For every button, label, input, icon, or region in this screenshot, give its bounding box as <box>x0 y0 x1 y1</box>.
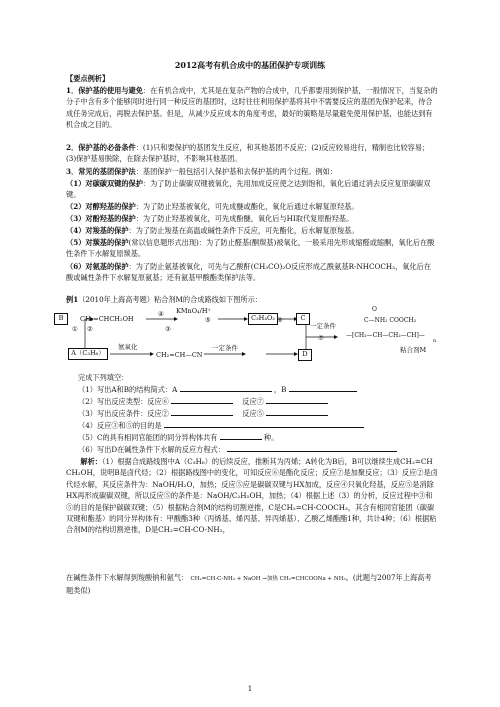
item-6 <box>66 261 438 284</box>
paragraph-2 <box>66 142 438 166</box>
allyl-alcohol-label: CH₂=CHCH₂OH <box>80 315 134 323</box>
question-intro: 完成下列填空： <box>78 373 129 382</box>
polymer-carbonyl-o: O <box>372 306 377 313</box>
answer-blank-a <box>180 391 272 392</box>
question-3 <box>66 408 438 419</box>
question-6-text: （6）写出D在碱性条件下水解的反应方程式： <box>78 445 225 454</box>
compound-a-box: A（C₃H₆） <box>68 348 108 360</box>
adhesive-m-label: 粘合剂M <box>400 346 427 354</box>
step-6-label: ⑥ <box>277 316 283 324</box>
compound-b-box: B <box>54 313 68 325</box>
step-1-label: ① <box>72 325 78 333</box>
item-3-body: ：为了防止羟基被氧化，可先成酚醚，氧化后与HI取代复原酚羟基。 <box>135 214 354 223</box>
item-6-body: ：为了防止氨基被氧化，可先与乙酸酐(CH₃CO)₂O反应形成乙酰氨基R-NHCOCH₃，氧化后在酸或碱性条件下水解复原氨基；还有氨基甲酸酯类保护法等。 <box>66 262 432 283</box>
acrylonitrile-label: CH₂=CH—CN <box>156 351 203 359</box>
answer-blank-b <box>289 391 357 392</box>
p3-body: ：基团保护一般包括引入保护基和去保护基的两个过程。例如： <box>135 167 337 176</box>
question-5-tail: 种。 <box>264 433 279 442</box>
item-5-head: （5）对羰基的保护 <box>66 238 129 247</box>
condition-1-label: 一定条件 <box>212 344 238 352</box>
kmno4-reagent-label: KMnO₄/H⁺ <box>176 307 211 315</box>
page-title: 2012高考有机合成中的基团保护专项训练 <box>174 60 326 70</box>
p2-head: 2．保护基的必备条件 <box>66 143 136 152</box>
hydrolysis-equation: CH₂=CH-C-NH₂ + NaOH →加热 CH₂=CHCOONa + NH₃ <box>190 576 346 582</box>
analysis-source: 。(此题与2007年上海高考题类似) <box>66 573 432 596</box>
paragraph-3 <box>66 166 438 177</box>
p2-body: ：(1)只和要保护的基团发生反应，和其他基团不反应；(2)反应较易进行，精制也比较容易；(3)保护基易脱除，在除去保护基时，不影响其他基团。 <box>66 143 430 164</box>
answer-blank-5 <box>266 415 328 416</box>
compound-c-box: C <box>296 313 310 325</box>
question-3-b: 反应⑤ <box>242 409 264 418</box>
answer-blank-6 <box>171 403 233 404</box>
section-head-text: 【要点例析】 <box>66 74 110 83</box>
p3-head: 3．常见的基团保护法 <box>66 167 136 176</box>
question-2 <box>66 396 438 407</box>
item-4-head: （4）对羧基的保护 <box>66 226 129 235</box>
step-2-label: ② <box>87 325 93 333</box>
p1-body: ：在有机合成中，尤其是在复杂产物的合成中，几乎都要用到保护基，一般情况下，当复杂的分子中含有多个能够同时进行同一种反应的基团时，这时往往利用保护基将其中不需要反应的基团先保护起来，待合成任务完成后，再脱去保护基。但是，从减少反应成本的角度考虑，最好的策略是尽量避免使用保护基，也能达到有机合成之目的。 <box>66 86 438 130</box>
question-6 <box>66 444 438 455</box>
item-4-body: ：为了防止羧基在高温或碱性条件下反应，可先酯化，后水解复原羧基。 <box>128 226 359 235</box>
question-3-text: （3）写出反应条件：反应② <box>78 409 169 418</box>
item-2 <box>66 201 438 212</box>
item-2-body: ：为了防止羟基被氧化，可先成醚或酯化，氧化后通过水解复原羟基。 <box>135 202 359 211</box>
condition-2-label: 一定条件 <box>310 322 336 330</box>
question-5-text: （5）C的具有相同官能团的同分异构体共有 <box>78 433 218 442</box>
c3h4o2-box: C₃H₄O₂ <box>248 313 278 325</box>
analysis-paragraph <box>66 456 438 566</box>
question-2-text: （2）写出反应类型：反应⑥ <box>78 397 169 406</box>
polymer-subscript-n: n <box>433 338 437 344</box>
analysis-body: （1）根据合成路线图中A（C₃H₆）的后续反应，推断其为丙烯；A转化为B后，B可以继续生成CH₂=CHCH₂OH，说明B是卤代烃；（2）根据路线图中的变化，可知反应⑥是酯化反应；反应⑦是加聚反应；（3）反应②是卤代烃水解，其反应条件为：NaOH/H₂O，加热；反应⑤应是碳碳双键与HX加成，反应④只氧化羟基，反应⑤是消除HX再形成碳碳双键，所以反应⑤的条件是：NaOH/C₂H₅OH，加热；（4）根据上述（3）的分析，反应过程中③和⑤的目的是保护碳碳双键；（5）根据粘合剂M的结构切割逆推，C是CH₂=CH-COOCH₃，其含有相同官能团（碳碳双键和酯基）的同分异构体有：甲酸酯3种（丙烯基、烯丙基、异丙烯基）、乙酸乙烯酯酯1种，共计4种；（6）根据粘合剂M的结构切割逆推，D是CH₂=CH-CO-NH₂， <box>66 457 438 535</box>
step-7-label: ⑦ <box>318 334 324 342</box>
item-6-head: （6）对氨基的保护 <box>66 262 129 271</box>
analysis-conclusion <box>66 572 438 598</box>
item-1-body: ：为了防止碳碳双键被氧化，先用加成反应使之达到饱和，氧化后通过消去反应复原碳碳双键。 <box>66 179 431 200</box>
question-2-b: 反应⑦ <box>242 397 264 406</box>
answer-blank-equation <box>227 451 397 452</box>
step-3-label: ③ <box>165 325 171 333</box>
section-heading <box>66 73 438 84</box>
polymer-substituents: C—NH₂ COOCH₃ <box>364 317 417 324</box>
example-head: 例1 <box>66 295 79 304</box>
ammoxidation-label: 氨氧化 <box>118 343 138 351</box>
answer-blank-isomers <box>220 439 262 440</box>
analysis-head: 解析： <box>80 457 102 466</box>
question-4 <box>66 420 438 431</box>
item-3-head: （3）对酚羟基的保护 <box>66 214 136 223</box>
item-3 <box>66 213 438 224</box>
answer-blank-2 <box>171 415 233 416</box>
item-5-body: (常以信息题形式出现)：为了防止醛基(酮羰基)被氧化，一般采用先形成缩醛或缩酮，氧化后在酸性条件下水解复原羰基。 <box>66 238 435 259</box>
example-body: （2010年上海高考题）粘合剂M的合成路线如下图所示： <box>78 295 262 304</box>
question-1-b: ，B <box>273 385 287 394</box>
example-heading <box>66 294 438 305</box>
question-1-text: （1）写出A和B的结构简式：A <box>78 385 178 394</box>
answer-blank-purpose <box>164 427 364 428</box>
item-1-head: （1）对碳碳双键的保护 <box>66 179 143 188</box>
question-5 <box>66 432 438 443</box>
analysis-end: 在碱性条件下水解得到羧酸钠和氨气： <box>66 573 189 582</box>
step-4-label: ④ <box>158 310 164 318</box>
step-5-label: ⑤ <box>205 316 211 324</box>
p1-head: 1．保护基的使用与避免 <box>66 86 143 95</box>
item-5 <box>66 237 438 260</box>
answer-blank-7 <box>266 403 328 404</box>
item-1 <box>66 178 438 201</box>
compound-d-box: D <box>298 349 312 361</box>
question-4-text: （4）反应③和⑤的目的是 <box>78 421 162 430</box>
page-number: 1 <box>247 685 253 693</box>
item-2-head: （2）对醇羟基的保护 <box>66 202 136 211</box>
paragraph-1 <box>66 85 438 135</box>
item-4 <box>66 225 438 236</box>
polymer-backbone: —[CH₂—CH—CH₂—CH]— <box>346 332 425 339</box>
question-1 <box>66 384 438 395</box>
